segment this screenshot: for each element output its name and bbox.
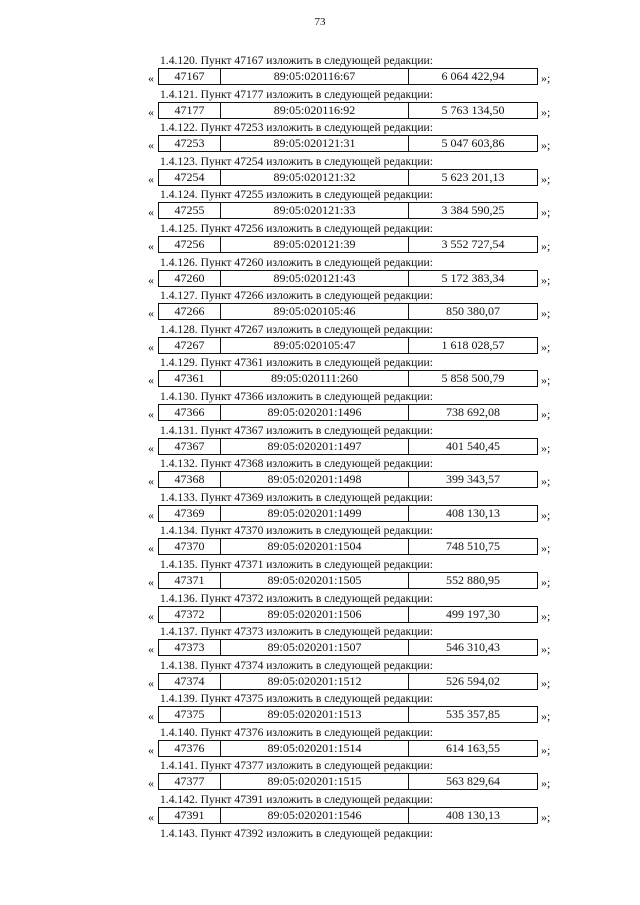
cadastral-number-cell: 89:05:020105:46	[221, 304, 409, 319]
amendment-table	[158, 404, 538, 421]
opening-quote: «	[148, 507, 154, 522]
closing-quote: »;	[541, 541, 551, 556]
document-body	[0, 54, 640, 840]
amendment-table	[158, 538, 538, 555]
amendment-table	[158, 169, 538, 186]
item-number-cell: 47366	[159, 405, 221, 420]
opening-quote: «	[148, 272, 154, 287]
amendment-row	[0, 235, 640, 255]
amendment-row	[0, 336, 640, 356]
amendment-heading: 1.4.122. Пункт 47253 изложить в следующей редакции:	[160, 121, 433, 135]
amendment-heading: 1.4.129. Пункт 47361 изложить в следующей редакции:	[160, 356, 433, 370]
amendment-table	[158, 370, 538, 387]
amendment-row	[0, 437, 640, 457]
cadastral-value-cell: 3 384 590,25	[441, 203, 505, 218]
item-number-cell: 47368	[159, 472, 221, 487]
amendment-entry	[0, 491, 640, 525]
cadastral-value-cell: 5 858 500,79	[441, 371, 505, 386]
amendment-table	[158, 706, 538, 723]
amendment-row	[0, 269, 640, 289]
amendment-row	[0, 504, 640, 524]
closing-quote: »;	[541, 104, 551, 119]
closing-quote: »;	[541, 138, 551, 153]
opening-quote: «	[148, 339, 154, 354]
amendment-row	[0, 638, 640, 658]
opening-quote: «	[148, 205, 154, 220]
item-number-cell: 47374	[159, 674, 221, 689]
cadastral-number-cell: 89:05:020121:43	[221, 271, 409, 286]
opening-quote: «	[148, 406, 154, 421]
item-number-cell: 47260	[159, 271, 221, 286]
amendment-table	[158, 505, 538, 522]
cadastral-value-cell: 1 618 028,57	[441, 337, 505, 352]
closing-quote: »;	[541, 205, 551, 220]
amendment-table	[158, 270, 538, 287]
amendment-entry	[0, 88, 640, 122]
item-number-cell: 47377	[159, 774, 221, 789]
closing-quote: »;	[541, 474, 551, 489]
amendment-table	[158, 303, 538, 320]
opening-quote: «	[148, 474, 154, 489]
amendment-entry	[0, 625, 640, 659]
amendment-row	[0, 67, 640, 87]
amendment-entry	[0, 222, 640, 256]
item-number-cell: 47370	[159, 539, 221, 554]
cadastral-number-cell: 89:05:020121:39	[221, 237, 409, 252]
closing-quote: »;	[541, 339, 551, 354]
closing-quote: »;	[541, 171, 551, 186]
amendment-table	[158, 202, 538, 219]
amendment-entry	[0, 390, 640, 424]
item-number-cell: 47267	[159, 338, 221, 353]
amendment-row	[0, 369, 640, 389]
amendment-entry	[0, 726, 640, 760]
cadastral-number-cell: 89:05:020201:1504	[221, 539, 409, 554]
closing-quote: »;	[541, 709, 551, 724]
opening-quote: «	[148, 574, 154, 589]
amendment-entry	[0, 592, 640, 626]
cadastral-number-cell: 89:05:020201:1512	[221, 674, 409, 689]
item-number-cell: 47372	[159, 607, 221, 622]
amendment-entry	[0, 524, 640, 558]
amendment-heading: 1.4.125. Пункт 47256 изложить в следующей редакции:	[160, 221, 433, 235]
amendment-heading: 1.4.138. Пункт 47374 изложить в следующей редакции:	[160, 658, 433, 672]
amendment-heading: 1.4.134. Пункт 47370 изложить в следующей редакции:	[160, 524, 433, 538]
amendment-table	[158, 135, 538, 152]
cadastral-value-cell: 563 829,64	[446, 774, 500, 789]
amendment-entry	[0, 659, 640, 693]
amendment-entry	[0, 121, 640, 155]
opening-quote: «	[148, 306, 154, 321]
amendment-heading: 1.4.140. Пункт 47376 изложить в следующей редакции:	[160, 725, 433, 739]
item-number-cell: 47253	[159, 136, 221, 151]
page-number: 73	[314, 16, 326, 28]
item-number-cell: 47369	[159, 506, 221, 521]
cadastral-number-cell: 89:05:020201:1497	[221, 439, 409, 454]
amendment-row	[0, 168, 640, 188]
opening-quote: «	[148, 810, 154, 825]
amendment-entry	[0, 356, 640, 390]
amendment-entry	[0, 289, 640, 323]
closing-quote: »;	[541, 810, 551, 825]
amendment-heading: 1.4.132. Пункт 47368 изложить в следующей редакции:	[160, 457, 433, 471]
amendment-heading: 1.4.141. Пункт 47377 изложить в следующей редакции:	[160, 759, 433, 773]
amendment-table	[158, 471, 538, 488]
closing-quote: »;	[541, 608, 551, 623]
amendment-row	[0, 302, 640, 322]
amendment-heading: 1.4.137. Пункт 47373 изложить в следующей редакции:	[160, 625, 433, 639]
amendment-row	[0, 806, 640, 826]
amendment-heading: 1.4.126. Пункт 47260 изложить в следующей редакции:	[160, 255, 433, 269]
cadastral-value-cell: 738 692,08	[446, 404, 500, 419]
cadastral-number-cell: 89:05:020201:1498	[221, 472, 409, 487]
cadastral-value-cell: 3 552 727,54	[441, 236, 505, 251]
amendment-row	[0, 403, 640, 423]
amendment-entry	[0, 188, 640, 222]
opening-quote: «	[148, 541, 154, 556]
cadastral-value-cell: 5 172 383,34	[441, 270, 505, 285]
amendment-row	[0, 772, 640, 792]
cadastral-number-cell: 89:05:020105:47	[221, 338, 409, 353]
amendment-entry	[0, 256, 640, 290]
amendment-heading: 1.4.120. Пункт 47167 изложить в следующей редакции:	[160, 54, 433, 67]
item-number-cell: 47373	[159, 640, 221, 655]
item-number-cell: 47376	[159, 741, 221, 756]
opening-quote: «	[148, 742, 154, 757]
opening-quote: «	[148, 440, 154, 455]
amendment-heading: 1.4.135. Пункт 47371 изложить в следующей редакции:	[160, 557, 433, 571]
cadastral-number-cell: 89:05:020201:1514	[221, 741, 409, 756]
amendment-table	[158, 807, 538, 824]
amendment-row	[0, 739, 640, 759]
item-number-cell: 47367	[159, 439, 221, 454]
amendment-table	[158, 337, 538, 354]
opening-quote: «	[148, 71, 154, 85]
closing-quote: »;	[541, 373, 551, 388]
amendment-heading: 1.4.124. Пункт 47255 изложить в следующей редакции:	[160, 188, 433, 202]
amendment-table	[158, 639, 538, 656]
cadastral-number-cell: 89:05:020121:32	[221, 170, 409, 185]
amendment-heading: 1.4.133. Пункт 47369 изложить в следующей редакции:	[160, 490, 433, 504]
item-number-cell: 47375	[159, 707, 221, 722]
amendment-heading: 1.4.128. Пункт 47267 изложить в следующей редакции:	[160, 322, 433, 336]
opening-quote: «	[148, 238, 154, 253]
opening-quote: «	[148, 675, 154, 690]
cadastral-value-cell: 5 623 201,13	[441, 169, 505, 184]
cadastral-number-cell: 89:05:020116:92	[221, 103, 409, 118]
amendment-entry	[0, 759, 640, 793]
amendment-table	[158, 438, 538, 455]
closing-quote: »;	[541, 642, 551, 657]
amendment-row	[0, 571, 640, 591]
opening-quote: «	[148, 138, 154, 153]
cadastral-value-cell: 499 197,30	[446, 606, 500, 621]
amendment-heading: 1.4.127. Пункт 47266 изложить в следующей редакции:	[160, 289, 433, 303]
closing-quote: »;	[541, 238, 551, 253]
amendment-row	[0, 134, 640, 154]
opening-quote: «	[148, 104, 154, 119]
cadastral-number-cell: 89:05:020201:1499	[221, 506, 409, 521]
amendment-row	[0, 672, 640, 692]
cadastral-value-cell: 748 510,75	[446, 539, 500, 554]
cadastral-value-cell: 535 357,85	[446, 707, 500, 722]
opening-quote: «	[148, 709, 154, 724]
cadastral-number-cell: 89:05:020201:1505	[221, 573, 409, 588]
amendment-row	[0, 605, 640, 625]
cadastral-value-cell: 6 064 422,94	[441, 69, 505, 83]
cadastral-number-cell: 89:05:020121:31	[221, 136, 409, 151]
amendment-row	[0, 101, 640, 121]
cadastral-value-cell: 5 763 134,50	[441, 102, 505, 117]
amendment-heading: 1.4.121. Пункт 47177 изложить в следующей редакции:	[160, 87, 433, 101]
item-number-cell: 47391	[159, 808, 221, 823]
amendment-table	[158, 773, 538, 790]
amendment-table	[158, 68, 538, 85]
item-number-cell: 47371	[159, 573, 221, 588]
amendment-entry	[0, 424, 640, 458]
closing-quote: »;	[541, 776, 551, 791]
item-number-cell: 47255	[159, 203, 221, 218]
amendment-entry	[0, 54, 640, 88]
cadastral-value-cell: 408 130,13	[446, 808, 500, 823]
amendment-table	[158, 236, 538, 253]
amendment-heading: 1.4.136. Пункт 47372 изложить в следующей редакции:	[160, 591, 433, 605]
opening-quote: «	[148, 642, 154, 657]
amendment-entry	[0, 323, 640, 357]
cadastral-number-cell: 89:05:020201:1506	[221, 607, 409, 622]
item-number-cell: 47177	[159, 103, 221, 118]
cadastral-number-cell: 89:05:020201:1513	[221, 707, 409, 722]
cadastral-value-cell: 526 594,02	[446, 673, 500, 688]
item-number-cell: 47266	[159, 304, 221, 319]
amendment-entry	[0, 155, 640, 189]
closing-quote: »;	[541, 675, 551, 690]
amendment-heading: 1.4.130. Пункт 47366 изложить в следующей редакции:	[160, 389, 433, 403]
amendment-heading: 1.4.131. Пункт 47367 изложить в следующей редакции:	[160, 423, 433, 437]
opening-quote: «	[148, 171, 154, 186]
amendment-row	[0, 705, 640, 725]
opening-quote: «	[148, 608, 154, 623]
amendment-heading: 1.4.142. Пункт 47391 изложить в следующей редакции:	[160, 793, 433, 807]
amendment-heading: 1.4.123. Пункт 47254 изложить в следующей редакции:	[160, 154, 433, 168]
amendment-row	[0, 537, 640, 557]
cadastral-value-cell: 614 163,55	[446, 740, 500, 755]
closing-quote: »;	[541, 574, 551, 589]
cadastral-number-cell: 89:05:020121:33	[221, 203, 409, 218]
cadastral-value-cell: 850 380,07	[446, 304, 500, 319]
closing-quote: »;	[541, 507, 551, 522]
amendment-table	[158, 572, 538, 589]
closing-quote: »;	[541, 71, 551, 85]
cadastral-value-cell: 408 130,13	[446, 505, 500, 520]
amendment-entry	[0, 692, 640, 726]
closing-quote: »;	[541, 272, 551, 287]
cadastral-value-cell: 552 880,95	[446, 572, 500, 587]
cadastral-number-cell: 89:05:020201:1515	[221, 774, 409, 789]
cadastral-number-cell: 89:05:020201:1507	[221, 640, 409, 655]
amendment-entry	[0, 558, 640, 592]
amendment-table	[158, 740, 538, 757]
amendment-table	[158, 102, 538, 119]
amendment-row	[0, 201, 640, 221]
amendment-entry	[0, 457, 640, 491]
amendment-heading-final: 1.4.143. Пункт 47392 изложить в следующей редакции:	[160, 826, 433, 840]
closing-quote: »;	[541, 440, 551, 455]
amendment-row	[0, 470, 640, 490]
closing-quote: »;	[541, 406, 551, 421]
cadastral-number-cell: 89:05:020201:1546	[221, 808, 409, 823]
amendment-entry	[0, 793, 640, 827]
opening-quote: «	[148, 776, 154, 791]
closing-quote: »;	[541, 742, 551, 757]
opening-quote: «	[148, 373, 154, 388]
item-number-cell: 47361	[159, 371, 221, 386]
closing-quote: »;	[541, 306, 551, 321]
cadastral-number-cell: 89:05:020116:67	[221, 69, 409, 84]
amendment-heading: 1.4.139. Пункт 47375 изложить в следующей редакции:	[160, 692, 433, 706]
item-number-cell: 47167	[159, 69, 221, 84]
cadastral-value-cell: 399 343,57	[446, 472, 500, 487]
amendment-table	[158, 673, 538, 690]
cadastral-number-cell: 89:05:020111:260	[221, 371, 409, 386]
cadastral-value-cell: 401 540,45	[446, 438, 500, 453]
cadastral-value-cell: 546 310,43	[446, 640, 500, 655]
cadastral-number-cell: 89:05:020201:1496	[221, 405, 409, 420]
cadastral-value-cell: 5 047 603,86	[441, 136, 505, 151]
item-number-cell: 47256	[159, 237, 221, 252]
item-number-cell: 47254	[159, 170, 221, 185]
amendment-table	[158, 606, 538, 623]
